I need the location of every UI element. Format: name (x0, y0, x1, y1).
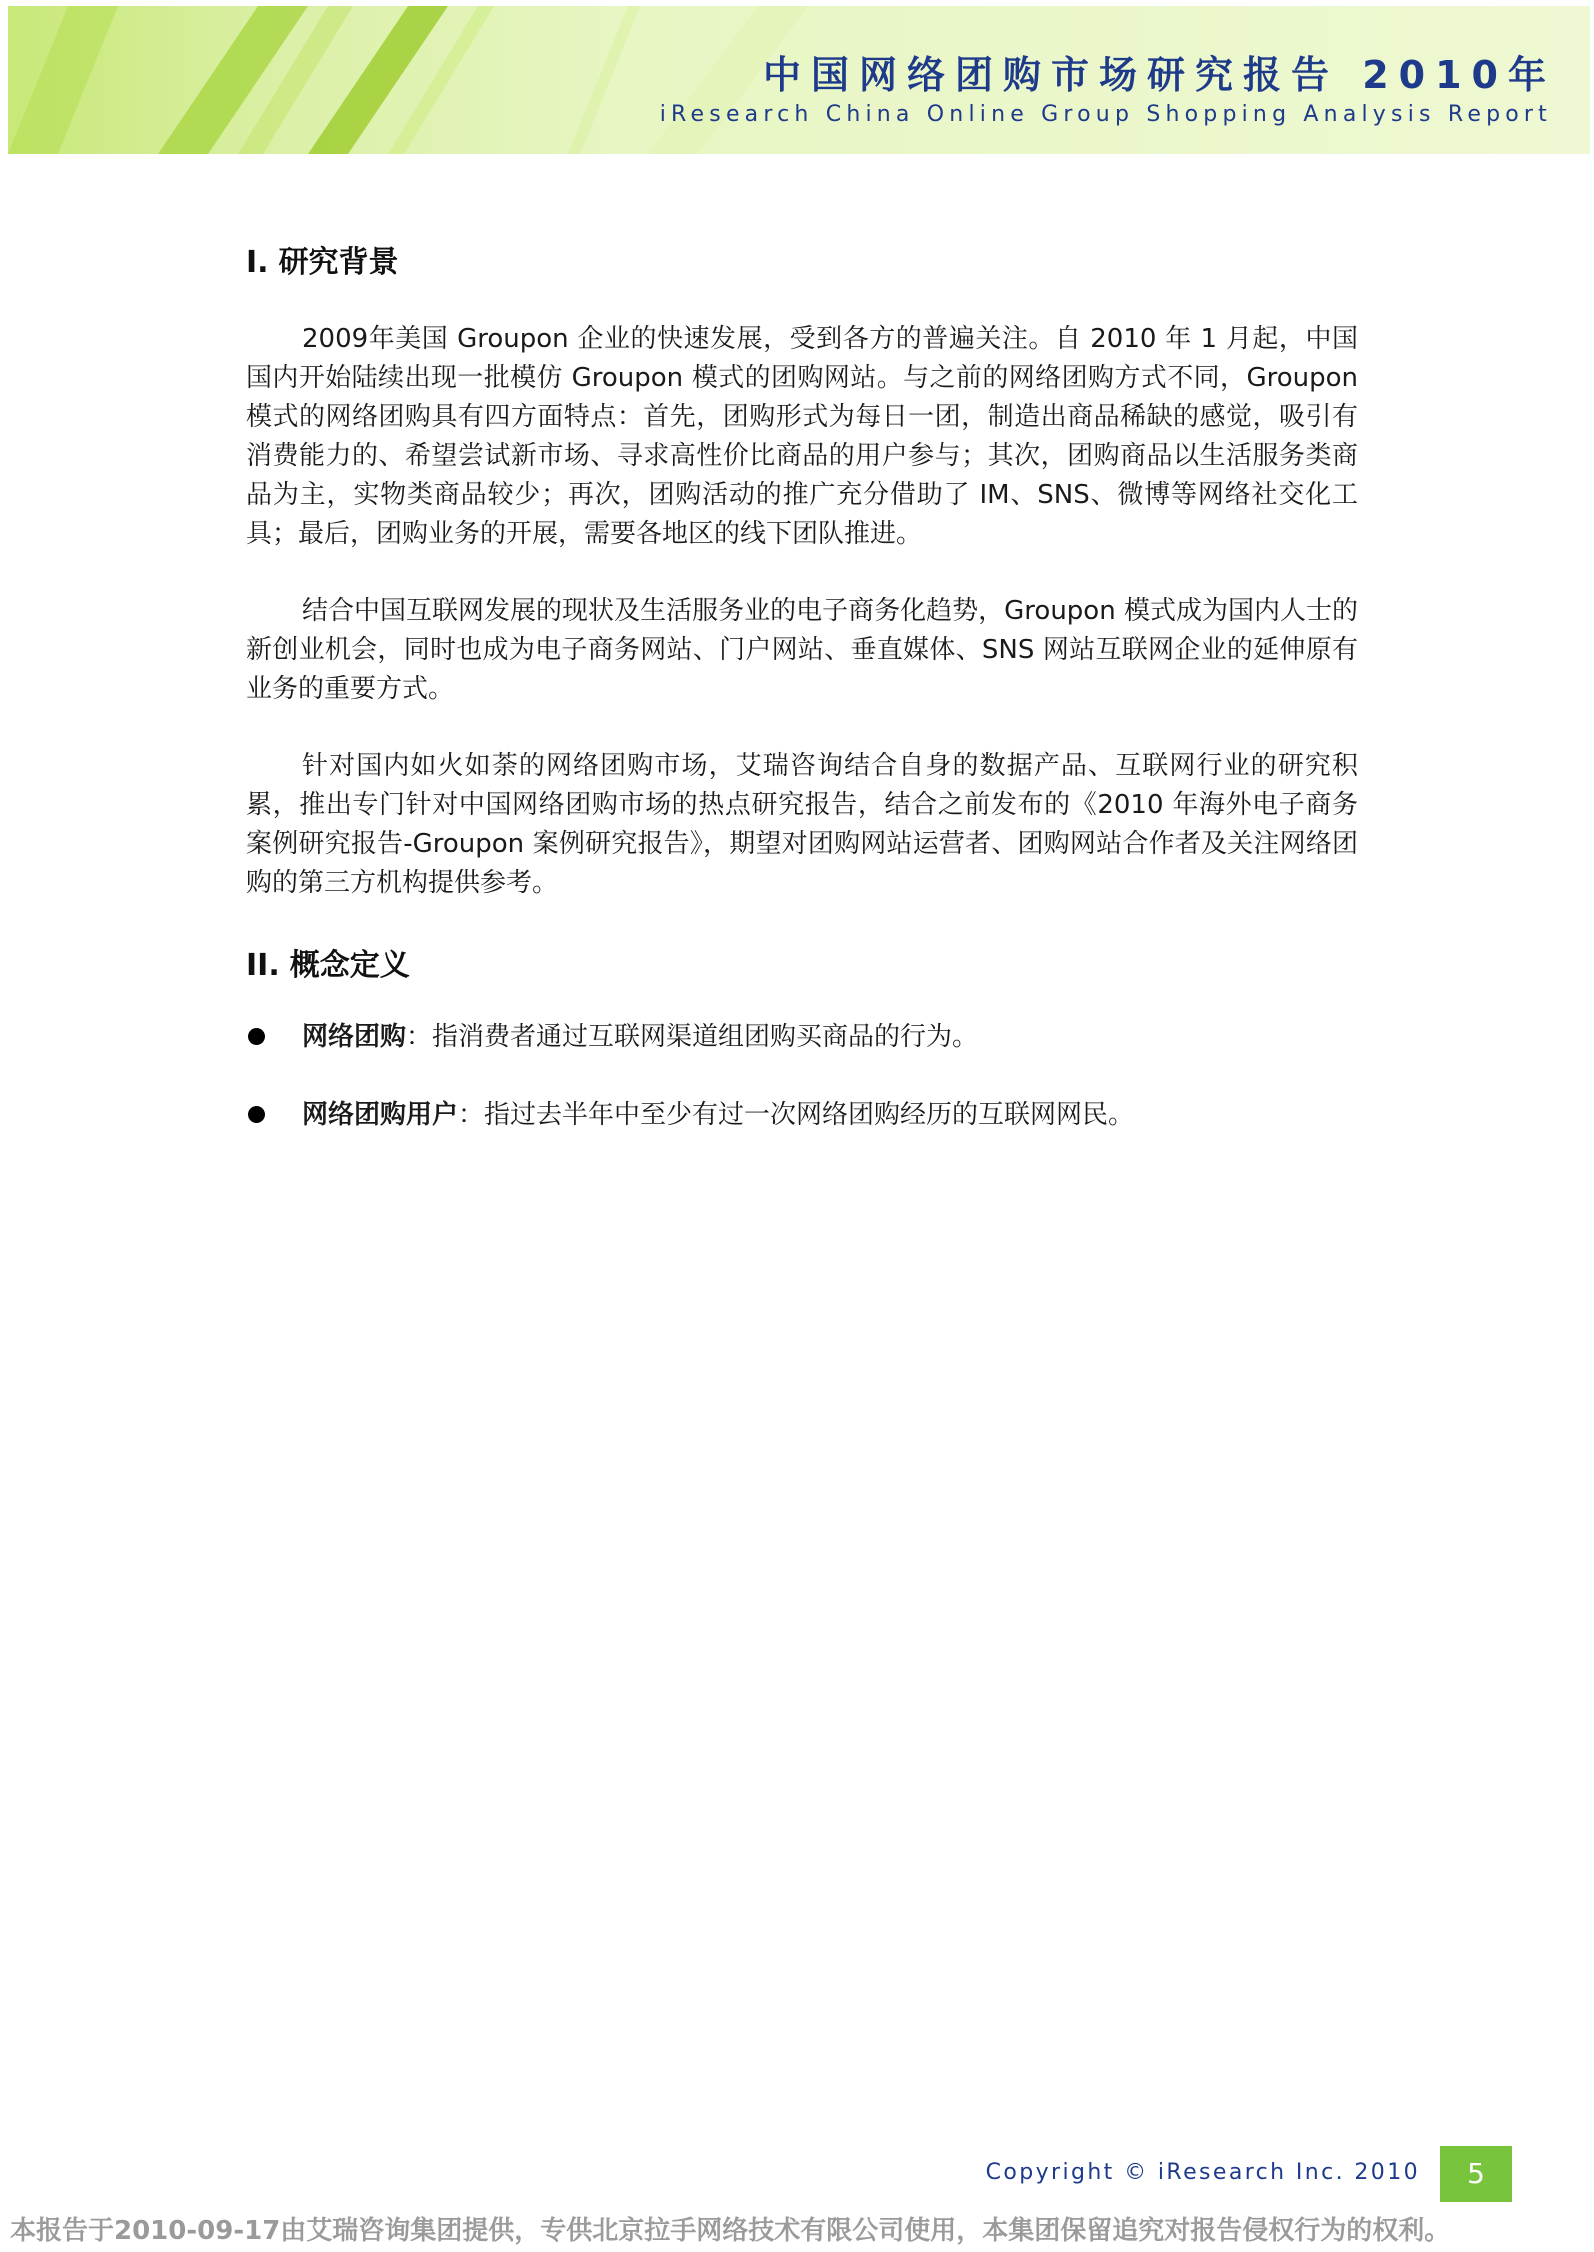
section-heading-background (246, 238, 1358, 288)
header-banner (8, 6, 1590, 154)
section-title: 研究背景 (278, 245, 399, 280)
section-number: I. (246, 245, 269, 280)
report-subtitle: iResearch China Online Group Shopping Analysis Report (659, 102, 1552, 127)
section-title: 概念定义 (289, 948, 410, 983)
definition-separator: ： (406, 1022, 433, 1052)
section-number: II. (246, 948, 280, 983)
copyright-notice: Copyright © iResearch Inc. 2010 (985, 2160, 1420, 2185)
definition-item (246, 1095, 1358, 1135)
paragraph: 2009年美国 Groupon 企业的快速发展，受到各方的普遍关注。自 2010 年 1 月起，中国国内开始陆续出现一批模仿 Groupon 模式的团购网站。与之前的网络团购方式不同，Groupon 模式的网络团购具有四方面特点：首先，团购形式为每日一团，制造出商品稀缺的感觉，吸引有消费能力的、希望尝试新市场、寻求高性价比商品的用户参与；其次，团购商品以生活服务类商品为主，实物类商品较少；再次，团购活动的推广充分借助了 IM、SNS、微博等网络社交化工具；最后，团购业务的开展，需要各地区的线下团队推进。 (246, 324, 1358, 549)
bullet-dot-icon (248, 1028, 265, 1045)
definition-text: 指消费者通过互联网渠道组团购买商品的行为。 (432, 1022, 979, 1052)
bullet-dot-icon (248, 1106, 265, 1123)
report-title: 中国网络团购市场研究报告 2010年 (763, 53, 1556, 97)
definition-list (246, 1017, 1358, 1135)
definition-text: 指过去半年中至少有过一次网络团购经历的互联网网民。 (484, 1100, 1135, 1130)
definition-term: 网络团购 (302, 1022, 407, 1052)
definition-separator: ： (458, 1100, 485, 1130)
usage-disclaimer: 本报告于2010-09-17由艾瑞咨询集团提供，专供北京拉手网络技术有限公司使用，本集团保留追究对报告侵权行为的权利。 (10, 2216, 1451, 2246)
section-heading-definitions (246, 941, 1358, 991)
report-body (246, 238, 1358, 1173)
definition-item (246, 1017, 1358, 1057)
page-number: 5 (1440, 2146, 1512, 2202)
paragraph: 结合中国互联网发展的现状及生活服务业的电子商务化趋势，Groupon 模式成为国内人士的新创业机会，同时也成为电子商务网站、门户网站、垂直媒体、SNS 网站互联网企业的延伸原有业务的重要方式。 (246, 596, 1358, 704)
paragraph: 针对国内如火如荼的网络团购市场，艾瑞咨询结合自身的数据产品、互联网行业的研究积累，推出专门针对中国网络团购市场的热点研究报告，结合之前发布的《2010 年海外电子商务案例研究报告-Groupon 案例研究报告》，期望对团购网站运营者、团购网站合作者及关注网络团购的第三方机构提供参考。 (246, 751, 1358, 898)
definition-term: 网络团购用户 (302, 1100, 459, 1130)
